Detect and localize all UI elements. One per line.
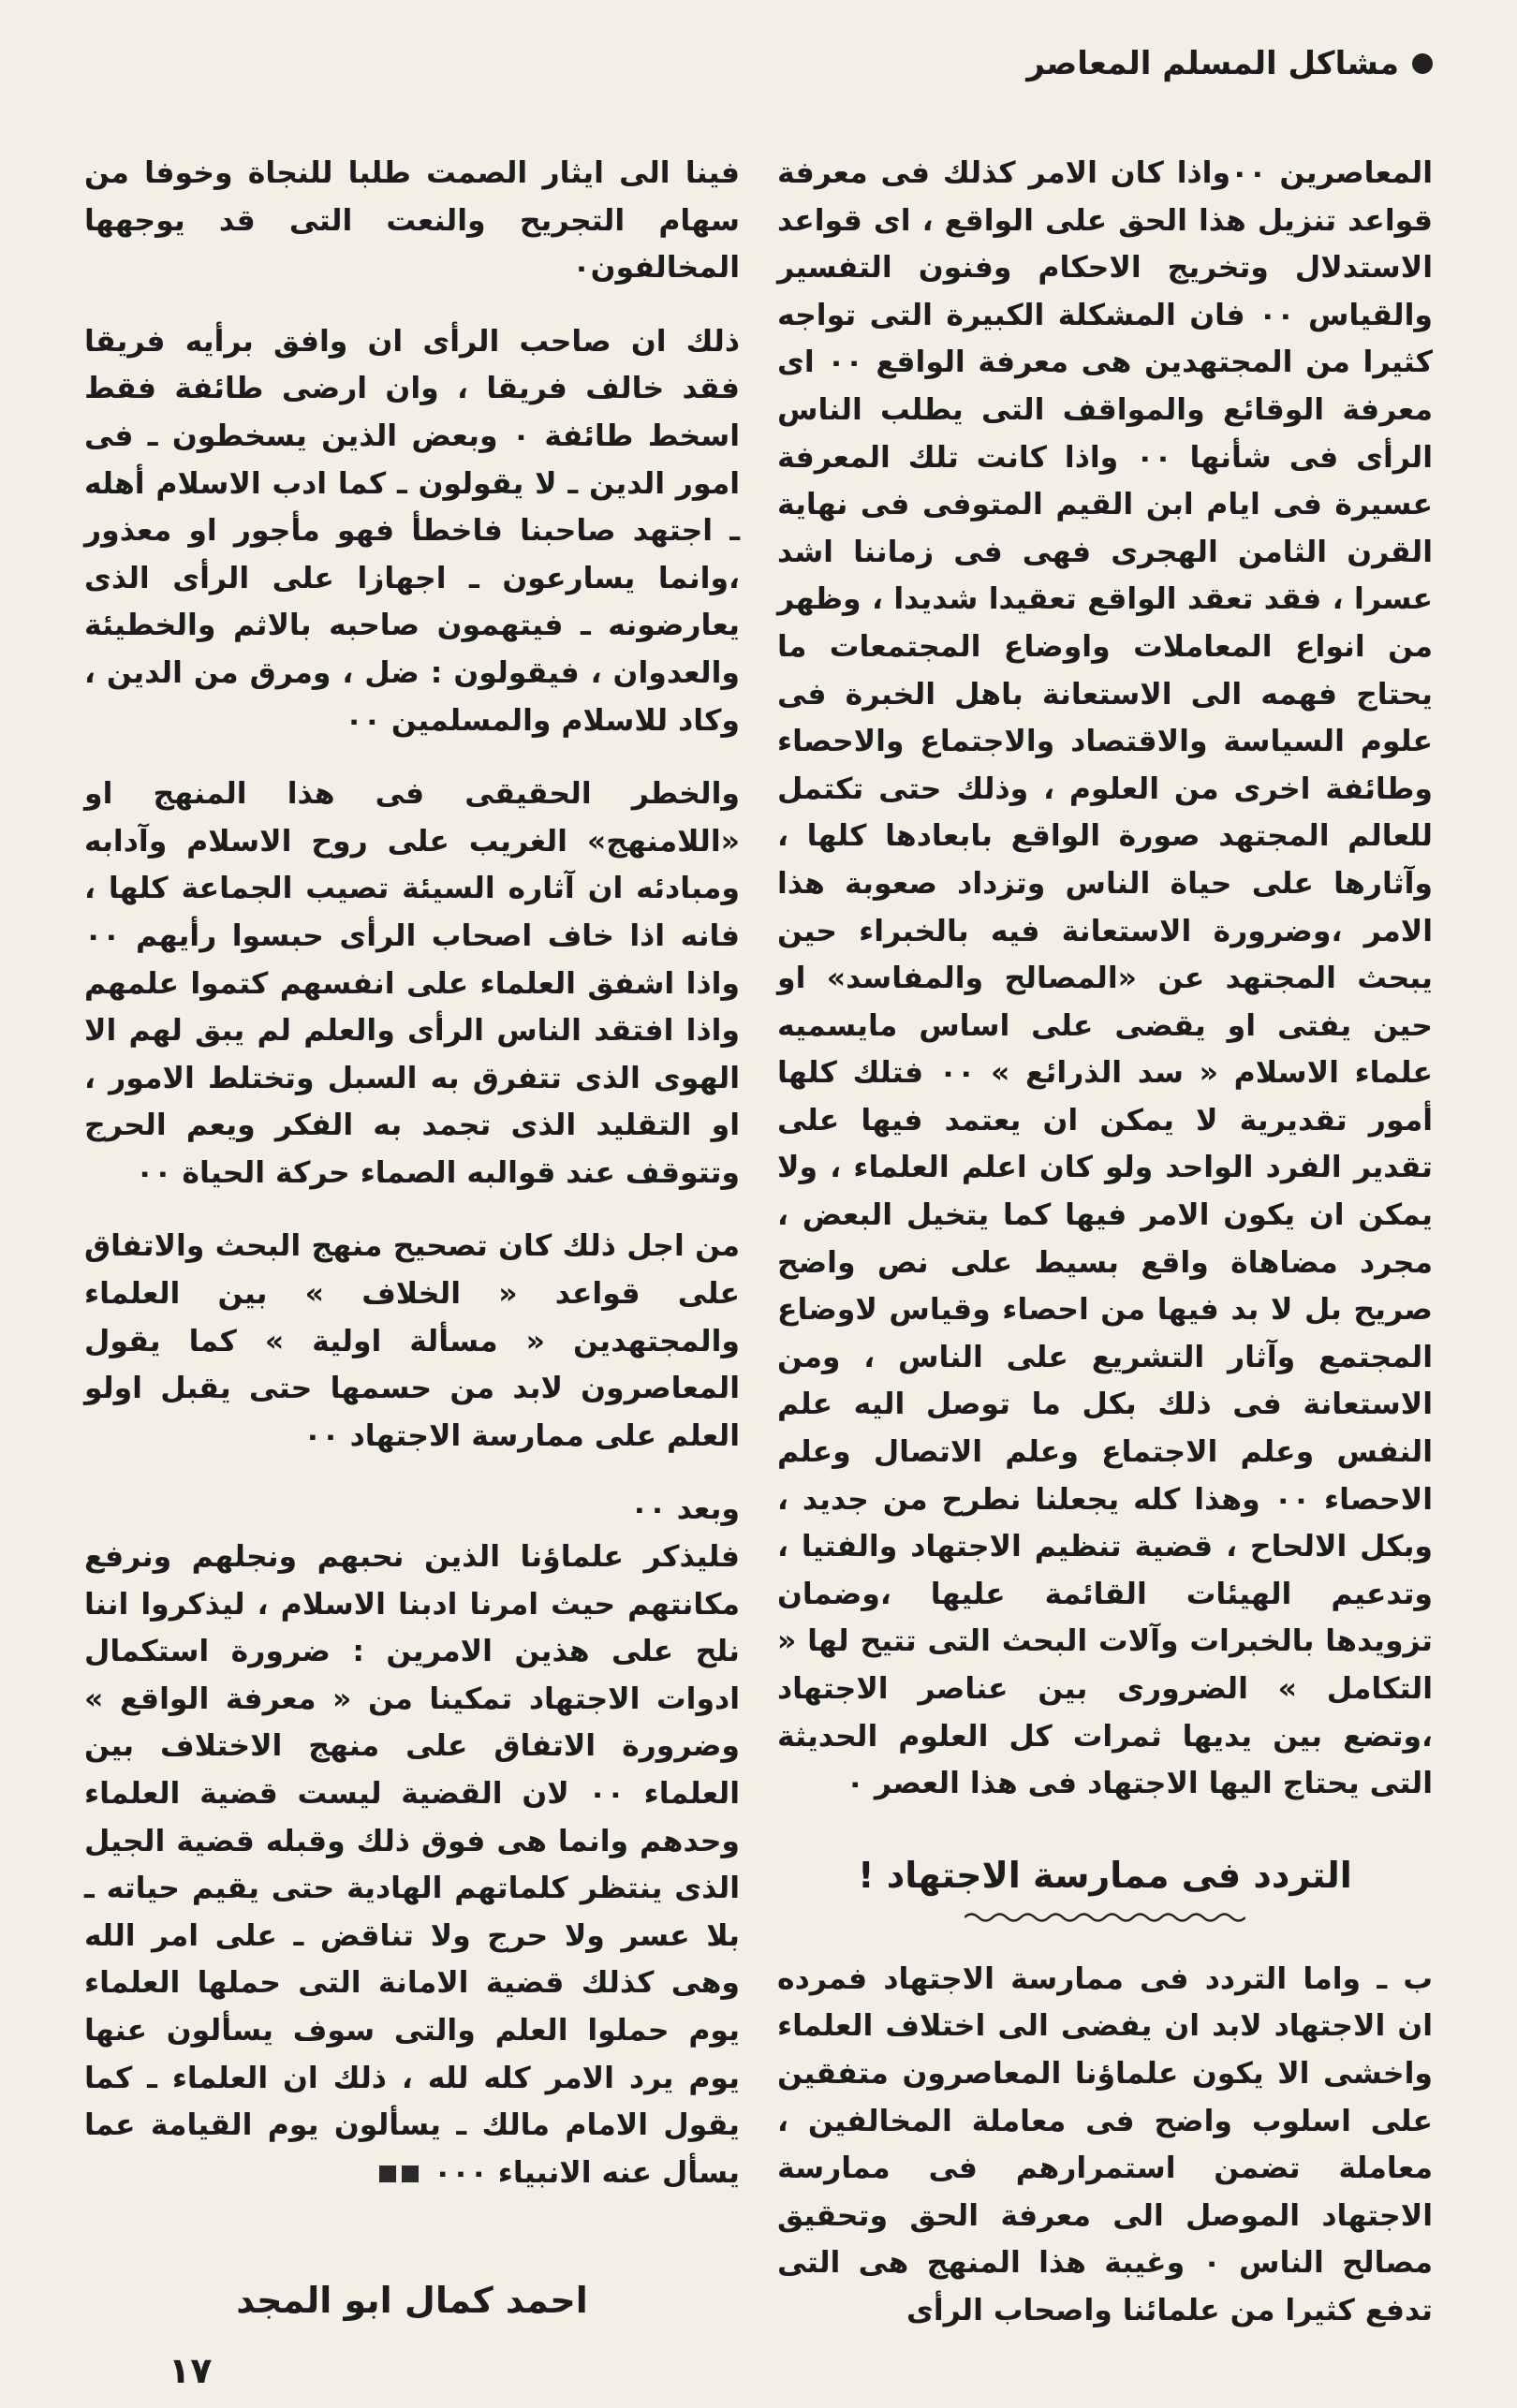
left-column xyxy=(84,150,740,2196)
left-paragraph-1: فينا الى ايثار الصمت طلبا للنجاة وخوفا من سهام التجريح والنعت التى قد يوجهها المخالفون٠ xyxy=(84,156,740,286)
left-paragraph-5: وبعد ٠٠ xyxy=(630,1492,740,1527)
right-paragraph-1: المعاصرين ٠٠واذا كان الامر كذلك فى معرفة قواعد تنزيل هذا الحق على الواقع ، اى قواعد الاستدلال وتخريج الاحكام وفنون التفسير والقياس ٠٠ فان المشكلة الكبيرة التى تواجه كثيرا من المجتهدين هى معرفة الواقع ٠٠ اى معرفة الوقائع والمواقف التى يطلب الناس الرأى فى شأنها ٠٠ واذا كانت تلك المعرفة عسيرة فى ايام ابن القيم المتوفى فى نهاية القرن الثامن الهجرى فهى فى زماننا اشد عسرا ، فقد تعقد الواقع تعقيدا شديدا ، وظهر من انواع المعاملات واوضاع المجتمعات ما يحتاج فهمه الى الاستعانة باهل الخبرة فى علوم السياسة والاقتصاد والاجتماع والاحصاء وطائفة اخرى من العلوم ، وذلك حتى تكتمل للعالم المجتهد صورة الواقع بابعادها كلها ، وآثارها على حياة الناس وتزداد صعوبة هذا الامر ،وضرورة الاستعانة فيه بالخبراء حين يبحث المجتهد عن «المصالح والمفاسد» او حين يفتى او يقضى على اساس مايسميه علماء الاسلام « سد الذرائع » ٠٠ فتلك كلها أمور تقديرية لا يمكن ان يعتمد فيها على تقدير الفرد الواحد ولو كان اعلم العلماء ، ولا يمكن ان يكون الامر فيها كما يتخيل البعض ، مجرد مضاهاة واقع بسيط على نص واضح صريح بل لا بد فيها من احصاء وقياس لاوضاع المجتمع وآثار التشريع على الناس ، ومن الاستعانة فى ذلك بكل ما توصل اليه علم النفس وعلم الاجتماع وعلم الاتصال وعلم الاحصاء ٠٠ وهذا كله يجعلنا نطرح من جديد ، وبكل الالحاح ، قضية تنظيم الاجتهاد والفتيا ، وتدعيم الهيئات القائمة عليها ،وضمان تزويدها بالخبرات وآلات البحث التى تتيح لها « التكامل » الضرورى بين عناصر الاجتهاد ،وتضع بين يديها ثمرات كل العلوم الحديثة التى يحتاج اليها الاجتهاد فى هذا العصر ٠ xyxy=(777,156,1433,1801)
bullet-icon xyxy=(1412,53,1433,74)
running-title: مشاكل المسلم المعاصر xyxy=(1026,45,1399,82)
right-paragraph-2: ب ـ واما التردد فى ممارسة الاجتهاد فمرده ان الاجتهاد لابد ان يفضى الى اختلاف العلماء واخشى الا يكون علماؤنا المعاصرون متفقين على اسلوب واضح فى معاملة المخالفين ، معاملة تضمن استمرارهم فى ممارسة الاجتهاد الموصل الى معرفة الحق وتحقيق مصالح الناس ٠ وغيبة هذا المنهج هى التى تدفع كثيرا من علمائنا واصحاب الرأى xyxy=(777,1961,1433,2327)
section-subheading: التردد فى ممارسة الاجتهاد ! xyxy=(858,1854,1352,1896)
author-signature: احمد كمال ابو المجد xyxy=(236,2280,588,2321)
wavy-divider-icon xyxy=(965,1911,1245,1924)
left-paragraph-2: ذلك ان صاحب الرأى ان وافق برأيه فريقا فقد خالف فريقا ، وان ارضى طائفة فقط اسخط طائفة ٠ وبعض الذين يسخطون ـ فى امور الدين ـ لا يقولون ـ كما ادب الاسلام أهله ـ اجتهد صاحبنا فاخطأ فهو مأجور او معذور ،وانما يسارعون ـ اجهازا على الرأى الذى يعارضونه ـ فيتهمون صاحبه بالاثم والخطيئة والعدوان ، فيقولون : ضل ، ومرق من الدين ، وكاد للاسلام والمسلمين ٠٠ xyxy=(84,324,740,738)
running-header xyxy=(1026,45,1433,82)
left-paragraph-4: من اجل ذلك كان تصحيح منهج البحث والاتفاق على قواعد « الخلاف » بين العلماء والمجتهدين « مسألة اولية » كما يقول المعاصرون لابد من حسمها حتى يقبل اولو العلم على ممارسة الاجتهاد ٠٠ xyxy=(84,1229,740,1453)
left-paragraph-6 xyxy=(84,1534,740,2196)
end-of-article-icon xyxy=(379,2166,419,2182)
left-paragraph-6-text: فليذكر علماؤنا الذين نحبهم ونجلهم ونرفع مكانتهم حيث امرنا ادبنا الاسلام ، ليذكروا اننا نلح على هذين الامرين : ضرورة استكمال ادوات الاجتهاد تمكينا من « معرفة الواقع » وضرورة الاتفاق على منهج الاختلاف بين العلماء ٠٠ لان القضية ليست قضية العلماء وحدهم وانما هى فوق ذلك وقبله قضية الجيل الذى ينتظر كلماتهم الهادية حتى يقيم حياته ـ بلا عسر ولا حرج ولا تناقض ـ على امر الله وهى كذلك قضية الامانة التى حملها العلماء يوم حملوا العلم والتى سوف يسألون عنها يوم يرد الامر كله لله ، ذلك ان العلماء ـ كما يقول الامام مالك ـ يسألون يوم القيامة عما يسأل عنه الانبياء ٠٠٠ xyxy=(84,1540,740,2190)
page-number: ١٧ xyxy=(169,2350,213,2391)
left-paragraph-3: والخطر الحقيقى فى هذا المنهج او «اللامنهج» الغريب على روح الاسلام وآدابه ومبادئه ان آثاره السيئة تصيب الجماعة كلها ، فانه اذا خاف اصحاب الرأى حبسوا رأيهم ٠٠ واذا اشفق العلماء على انفسهم كتموا علمهم واذا افتقد الناس الرأى والعلم لم يبق لهم الا الهوى الذى تتفرق به السبل وتختلط الامور ، او التقليد الذى تجمد به الفكر ويعم الحرج وتتوقف عند قوالبه الصماء حركة الحياة ٠٠ xyxy=(84,777,740,1190)
right-column xyxy=(777,150,1433,2335)
